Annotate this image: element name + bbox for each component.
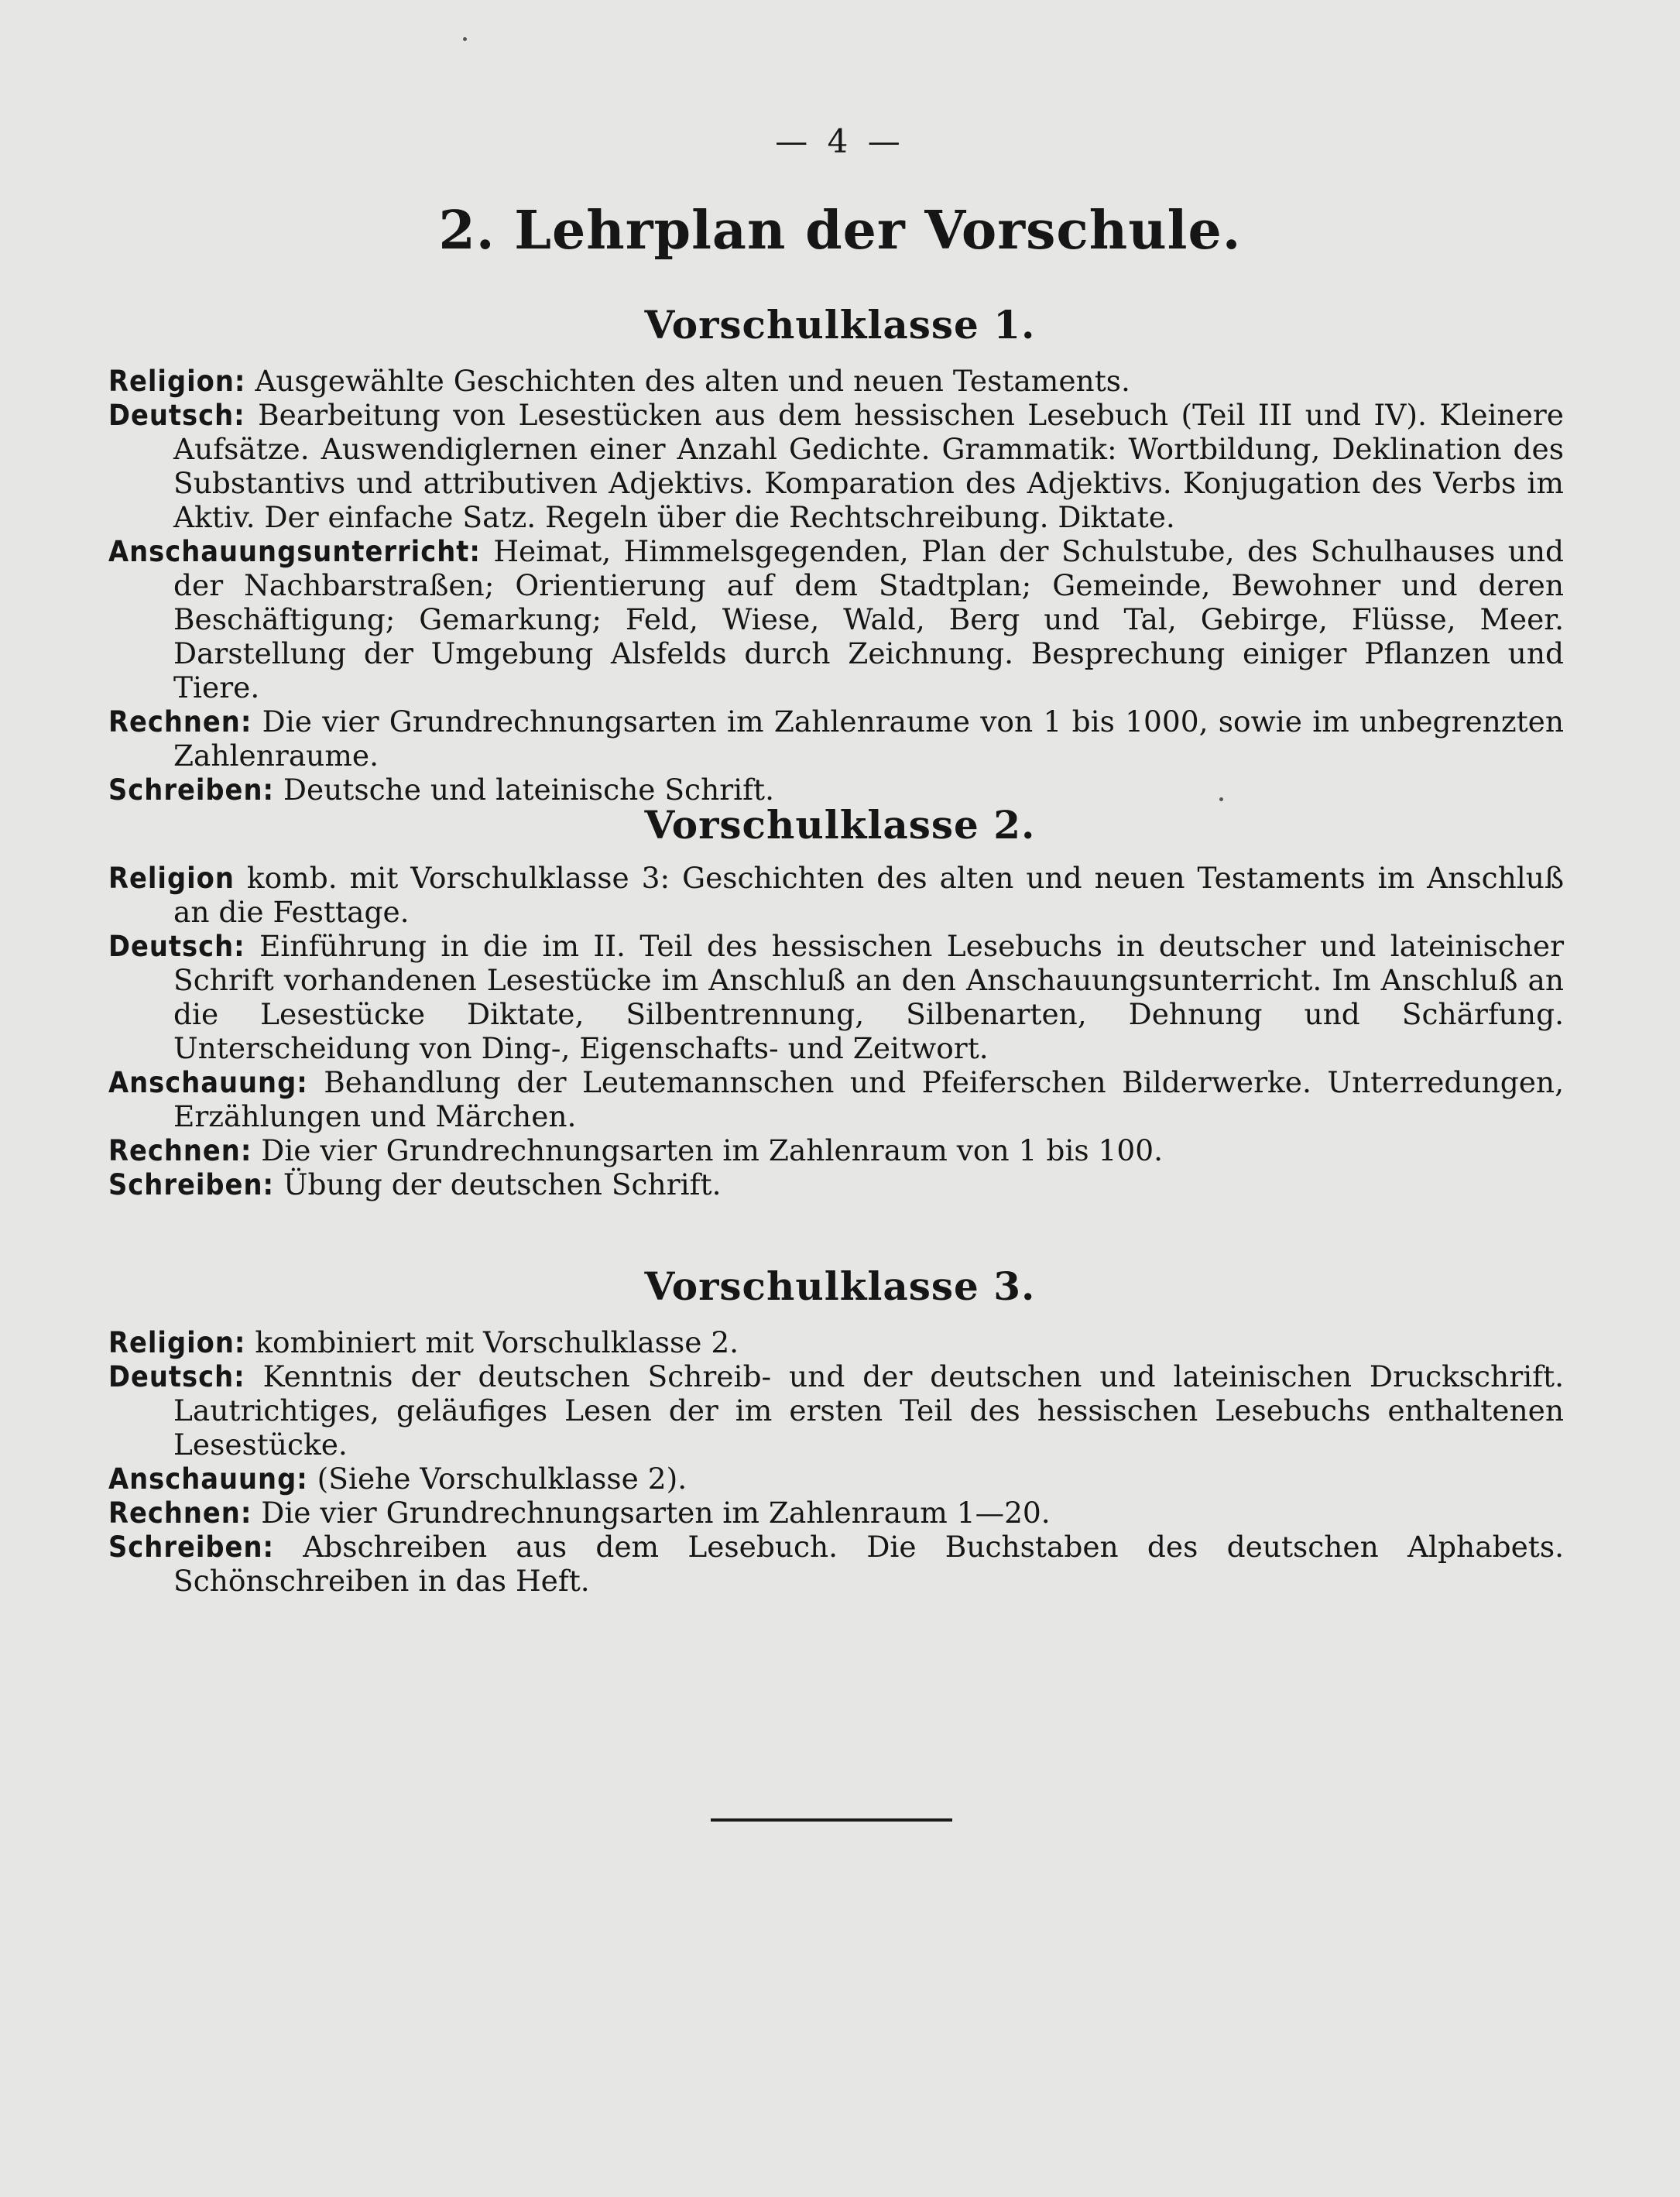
entry-anschauung xyxy=(108,1065,1564,1133)
entry-anschauungsunterricht xyxy=(108,534,1564,704)
entry-label: Rechnen: xyxy=(108,1496,252,1530)
entry-text: Deutsche und lateinische Schrift. xyxy=(283,773,775,807)
entry-religion xyxy=(108,861,1564,929)
entry-text: kombiniert mit Vorschulklasse 2. xyxy=(255,1325,739,1359)
entry-label: Religion xyxy=(108,861,235,895)
entry-text: Einführung in die im II. Teil des hessischen Lesebuchs in deutscher und lateinischer Schrift vorhandenen Lesestücke im Anschluß an den Anschauungsunterricht. Im Anschluß an die Lesestücke Diktate, Silbentrennung, Silbenarten, Dehnung und Schärfung. Unterscheidung von Ding-, Eigenschafts- und Zeitwort. xyxy=(173,929,1565,1065)
entry-label: Rechnen: xyxy=(108,704,252,739)
entry-religion xyxy=(108,1325,1564,1359)
entry-deutsch xyxy=(108,398,1564,534)
entry-text: Übung der deutschen Schrift. xyxy=(283,1167,722,1201)
entry-deutsch xyxy=(108,1359,1564,1462)
entry-label: Anschauungsunterricht: xyxy=(108,534,481,568)
entry-anschauung xyxy=(108,1462,1564,1496)
page-title: 2. Lehrplan der Vorschule. xyxy=(438,200,1242,262)
entry-label: Schreiben: xyxy=(108,773,274,807)
section-vorschulklasse-1 xyxy=(108,364,1564,807)
page-number: — 4 — xyxy=(775,122,905,160)
entry-rechnen xyxy=(108,1133,1564,1167)
entry-label: Deutsch: xyxy=(108,929,245,963)
entry-text: komb. mit Vorschulklasse 3: Geschichten des alten und neuen Testaments im Anschluß an die Festtage. xyxy=(173,861,1565,929)
entry-text: Heimat, Himmelsgegenden, Plan der Schulstube, des Schulhauses und der Nachbarstraßen; Orientierung auf dem Stadtplan; Gemeinde, Bewohner und deren Beschäftigung; Gemarkung; Feld, Wiese, Wald, Berg und Tal, Gebirge, Flüsse, Meer. Darstellung der Umgebung Alsfelds durch Zeichnung. Besprechung einiger Pflanzen und Tiere. xyxy=(173,534,1565,704)
entry-label: Religion: xyxy=(108,364,246,398)
entry-label: Anschauung: xyxy=(108,1065,308,1099)
entry-schreiben xyxy=(108,1530,1564,1598)
entry-text: Die vier Grundrechnungsarten im Zahlenraum 1—20. xyxy=(261,1496,1051,1530)
entry-label: Deutsch: xyxy=(108,1359,245,1393)
entry-label: Religion: xyxy=(108,1325,246,1359)
entry-deutsch xyxy=(108,929,1564,1065)
entry-rechnen xyxy=(108,704,1564,773)
entry-label: Deutsch: xyxy=(108,398,245,432)
entry-rechnen xyxy=(108,1496,1564,1530)
section-heading-vorschulklasse-3: Vorschulklasse 3. xyxy=(644,1263,1036,1309)
entry-text: Kenntnis der deutschen Schreib- und der deutschen und lateinischen Druckschrift. Lautrichtiges, geläufiges Lesen der im ersten Teil des hessischen Lesebuchs enthaltenen Lesestücke. xyxy=(173,1359,1564,1462)
entry-label: Anschauung: xyxy=(108,1462,308,1496)
entry-text: Behandlung der Leutemannschen und Pfeiferschen Bilderwerke. Unterredungen, Erzählungen und Märchen. xyxy=(173,1065,1564,1133)
section-vorschulklasse-2 xyxy=(108,861,1564,1201)
entry-text: Ausgewählte Geschichten des alten und neuen Testaments. xyxy=(255,364,1130,398)
entry-label: Schreiben: xyxy=(108,1167,274,1201)
entry-text: (Siehe Vorschulklasse 2). xyxy=(317,1462,687,1496)
speck xyxy=(463,37,467,41)
entry-schreiben xyxy=(108,1167,1564,1201)
section-vorschulklasse-3 xyxy=(108,1325,1564,1598)
section-heading-vorschulklasse-2: Vorschulklasse 2. xyxy=(644,802,1036,848)
entry-text: Die vier Grundrechnungsarten im Zahlenraume von 1 bis 1000, sowie im unbegrenzten Zahlenraume. xyxy=(173,704,1565,773)
entry-label: Rechnen: xyxy=(108,1133,252,1167)
entry-text: Die vier Grundrechnungsarten im Zahlenraum von 1 bis 100. xyxy=(261,1133,1163,1167)
entry-religion xyxy=(108,364,1564,398)
entry-label: Schreiben: xyxy=(108,1530,274,1564)
entry-text: Abschreiben aus dem Lesebuch. Die Buchstaben des deutschen Alphabets. Schönschreiben in das Heft. xyxy=(173,1530,1564,1598)
section-heading-vorschulklasse-1: Vorschulklasse 1. xyxy=(644,302,1036,348)
end-rule xyxy=(711,1818,952,1822)
entry-text: Bearbeitung von Lesestücken aus dem hessischen Lesebuch (Teil III und IV). Kleinere Aufsätze. Auswendiglernen einer Anzahl Gedichte. Grammatik: Wortbildung, Deklination des Substantivs und attributiven Adjektivs. Komparation des Adjektivs. Konjugation des Verbs im Aktiv. Der einfache Satz. Regeln über die Rechtschreibung. Diktate. xyxy=(173,398,1564,534)
